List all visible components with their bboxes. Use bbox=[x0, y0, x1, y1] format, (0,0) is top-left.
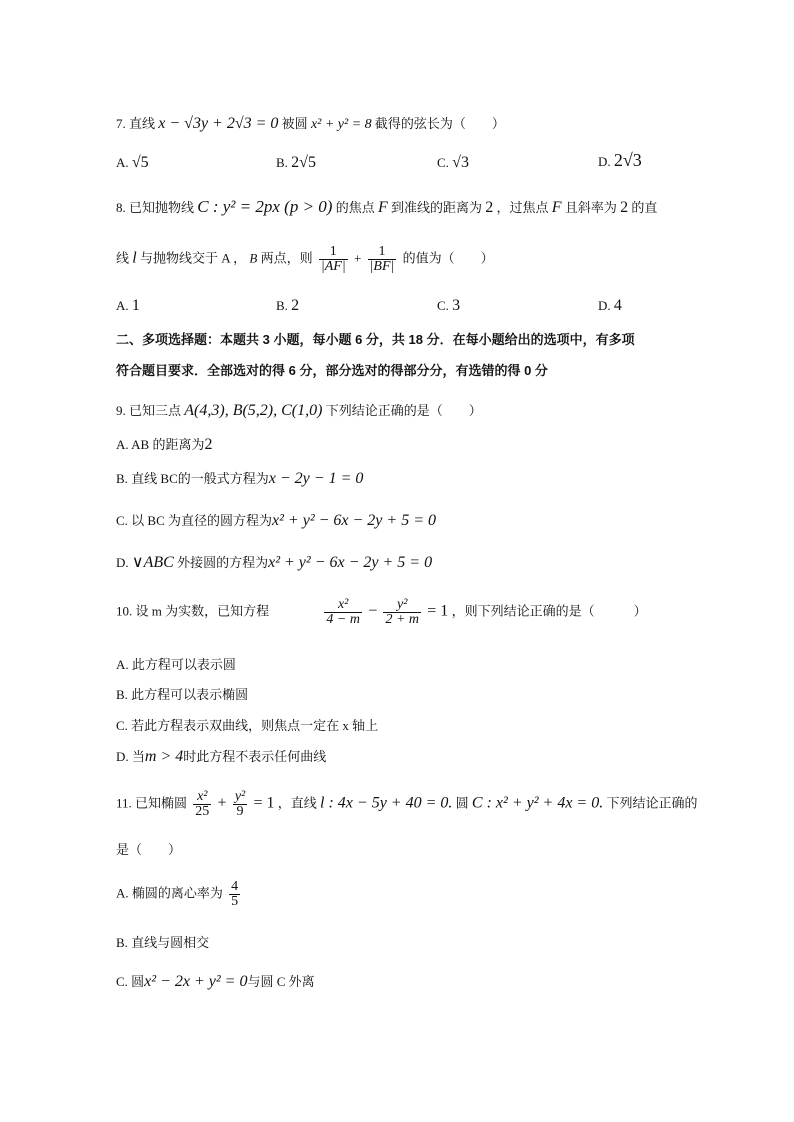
q10-option-c: C. 若此方程表示双曲线，则焦点一定在 x 轴上 bbox=[116, 718, 379, 733]
q8-fraction-bf: $\frac{1}{|BF|}$ bbox=[369, 244, 395, 274]
q7-line-equation: x − √3y + 2√3 = 0 bbox=[158, 115, 279, 132]
q11-line-equation: l : 4x − 5y + 40 = 0. bbox=[320, 794, 453, 812]
q7-option-d: D. 2√3 bbox=[598, 150, 642, 170]
q8-option-a: A. 1 bbox=[116, 297, 140, 314]
q9-option-b: B. 直线 BC的一般式方程为x − 2y − 1 = 0 bbox=[116, 470, 364, 487]
q10-option-a: A. 此方程可以表示圆 bbox=[116, 657, 236, 672]
q10-option-b: B. 此方程可以表示椭圆 bbox=[116, 687, 249, 702]
question-10-stem: 10. 设 m 为实数，已知方程 $\frac{\text{x²}}{4 - m}$ − $\frac{\text{y²}}{2 + m}$ = 1 ，则下列结论正确的是（ ） bbox=[116, 597, 647, 627]
question-8-stem-line1: 8. 已知抛物线 C : y² = 2px (p > 0) 的焦点 F 到准线的距离为 2 ，过焦点 F 且斜率为 2 的直 bbox=[116, 197, 658, 216]
q7-mid: 被圆 bbox=[281, 116, 308, 131]
q7-prefix: 7. 直线 bbox=[116, 116, 156, 131]
q7-circle-equation: x² + y² = 8 bbox=[310, 117, 372, 132]
q9-option-d: D. ∨ABC 外接圆的方程为x² + y² − 6x − 2y + 5 = 0 bbox=[116, 554, 433, 571]
q10-fraction-x: $\frac{\text{x²}}{4 - m}$ bbox=[326, 597, 360, 627]
section-2-heading-line1: 二、多项选择题：本题共 3 小题，每小题 6 分，共 18 分．在每小题给出的选项中，有多项 bbox=[116, 332, 635, 347]
q8-option-c: C. 3 bbox=[437, 297, 461, 314]
q10-option-d: D. 当m > 4时此方程不表示任何曲线 bbox=[116, 748, 327, 765]
q7-suffix: 截得的弦长为（ ） bbox=[374, 116, 505, 131]
q11-option-c: C. 圆x² − 2x + y² = 0与圆 C 外离 bbox=[116, 973, 315, 990]
q8-fraction-af: $\frac{1}{|AF|}$ bbox=[320, 244, 346, 274]
question-11-stem-line1: 11. 已知椭圆 $\frac{\text{x²}}{25}$ + $\frac{\text{y²}}{9}$ = 1 ，直线 l : 4x − 5y + 40 = 0. 圆 C : x² + y² + 4x = 0. 下列结论正确的 bbox=[116, 789, 698, 819]
q11-fraction-y: $\frac{\text{y²}}{9}$ bbox=[234, 789, 246, 819]
q9-points: A(4,3), B(5,2), C(1,0) bbox=[184, 402, 323, 419]
q10-fraction-y: $\frac{\text{y²}}{2 + m}$ bbox=[385, 597, 420, 627]
question-11-stem-line2: 是（ ） bbox=[116, 842, 182, 857]
q9-option-a: A. AB 的距离为2 bbox=[116, 436, 213, 453]
q7-option-a: A. √5 bbox=[116, 154, 149, 171]
section-2-heading-line2: 符合题目要求．全部选对的得 6 分，部分选对的得部分分，有选错的得 0 分 bbox=[116, 363, 548, 378]
q11-option-b: B. 直线与圆相交 bbox=[116, 935, 210, 950]
q9-triangle-symbol: ∨ABC bbox=[131, 554, 174, 571]
q11-option-a: A. 椭圆的离心率为 $\frac{4}{5}$ bbox=[116, 879, 239, 909]
question-9-stem: 9. 已知三点 A(4,3), B(5,2), C(1,0) 下列结论正确的是（ ） bbox=[116, 402, 482, 419]
q11-fraction-x: $\frac{\text{x²}}{25}$ bbox=[195, 789, 210, 819]
question-8-stem-line2: 线 l 与抛物线交于 A ， B 两点，则 $\frac{1}{|AF|}$ + $\frac{1}{|BF|}$ 的值为（ ） bbox=[116, 244, 494, 274]
q8-option-b: B. 2 bbox=[276, 297, 300, 314]
q7-option-c: C. √3 bbox=[437, 154, 469, 171]
question-7-stem bbox=[116, 116, 505, 132]
q11-circle-equation: C : x² + y² + 4x = 0. bbox=[471, 794, 604, 812]
q8-option-d: D. 4 bbox=[598, 297, 622, 314]
q9-option-c: C. 以 BC 为直径的圆方程为x² + y² − 6x − 2y + 5 = 0 bbox=[116, 512, 436, 529]
q8-parabola-equation: C : y² = 2px (p > 0) bbox=[197, 197, 333, 216]
q11-eccentricity-fraction: $\frac{4}{5}$ bbox=[231, 879, 239, 909]
q7-option-b: B. 2√5 bbox=[276, 154, 316, 171]
